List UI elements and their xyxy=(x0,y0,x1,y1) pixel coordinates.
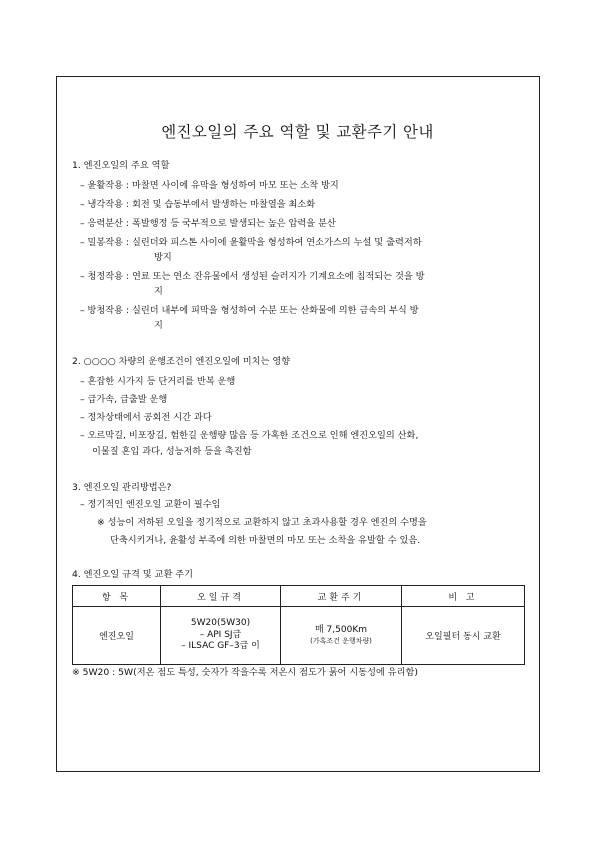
section2-item: – 오르막길, 비포장길, 험한길 운행량 많음 등 가혹한 조건으로 인해 엔진오일의 산화, xyxy=(80,430,419,441)
cell-remark: 오일필터 동시 교환 xyxy=(402,607,525,665)
section1-item-stress: – 응력분산 : 폭발행정 등 국부적으로 발생되는 높은 압력을 분산 xyxy=(80,218,336,229)
section3-heading: 3. 엔진오일 관리방법은? xyxy=(72,482,172,493)
header-remark: 비 고 xyxy=(402,586,525,607)
section1-item-sealing-cont: 방지 xyxy=(154,252,172,263)
header-item: 항 목 xyxy=(73,586,161,607)
section1-item-rustproof-cont: 지 xyxy=(154,320,163,331)
spec-line: 5W20(5W30) xyxy=(190,618,251,629)
section1-item-lubrication: – 윤활작용 : 마찰면 사이에 유막을 형성하여 마모 또는 소착 방지 xyxy=(80,180,339,191)
section1-item-rustproof: – 방청작용 : 실린더 내부에 피막을 형성하여 수분 또는 산화물에 의한 금속의 부식 방 xyxy=(80,305,419,316)
section2-item: – 급가속, 급출발 운행 xyxy=(80,394,168,405)
section2-item-cont: 이물질 혼입 과다, 성능저하 등을 촉진함 xyxy=(92,446,252,457)
section3-note-cont: 단축시키거나, 윤활성 부족에 의한 마찰면의 마모 또는 소착을 유발할 수 있음. xyxy=(110,535,421,546)
section3-note: ※ 성능이 저하된 오일을 정기적으로 교환하지 않고 초과사용할 경우 엔진의 수명을 xyxy=(97,517,427,528)
cell-spec xyxy=(161,607,281,665)
table-row xyxy=(73,607,525,665)
cycle-note: (가혹조건 운행차량) xyxy=(310,636,372,645)
section3-item: – 정기적인 엔진오일 교환이 필수임 xyxy=(80,499,221,510)
section2-item: – 혼잡한 시가지 등 단거리를 반복 운행 xyxy=(80,376,236,387)
section1-heading: 1. 엔진오일의 주요 역할 xyxy=(72,160,170,171)
section2-heading: 2. ○○○○ 차량의 운행조건이 엔진오일에 미치는 영향 xyxy=(72,356,291,367)
section4-heading: 4. 엔진오일 규격 및 교환 주기 xyxy=(72,569,193,580)
section1-item-sealing: – 밀봉작용 : 실린더와 피스톤 사이에 윤활막을 형성하여 연소가스의 누설 및 출력저하 xyxy=(80,237,422,248)
header-spec: 오일규격 xyxy=(161,586,281,607)
section1-item-cleaning: – 청정작용 : 연료 또는 연소 잔유물에서 생성된 슬러지가 기계요소에 침적되는 것을 방 xyxy=(80,271,425,282)
footnote: ※ 5W20 : 5W(저온 점도 특성, 숫자가 작을수록 저온시 점도가 묽어 시동성에 유리함) xyxy=(72,667,418,678)
page-title: 엔진오일의 주요 역할 및 교환주기 안내 xyxy=(161,123,434,141)
section1-item-cleaning-cont: 지 xyxy=(154,286,163,297)
section1-item-cooling: – 냉각작용 : 회전 및 습동부에서 발생하는 마찰열을 최소화 xyxy=(80,199,316,210)
table-header-row xyxy=(73,586,525,607)
cell-item: 엔진오일 xyxy=(73,607,161,665)
oil-spec-table xyxy=(72,585,525,665)
spec-line: – API SJ급 xyxy=(199,629,242,640)
section2-item: – 정차상태에서 공회전 시간 과다 xyxy=(80,412,212,423)
cell-cycle xyxy=(281,607,402,665)
header-cycle: 교환주기 xyxy=(281,586,402,607)
cycle-main: 매 7,500Km xyxy=(315,625,367,636)
spec-line: – ILSAC GF–3급 이 xyxy=(181,641,260,652)
